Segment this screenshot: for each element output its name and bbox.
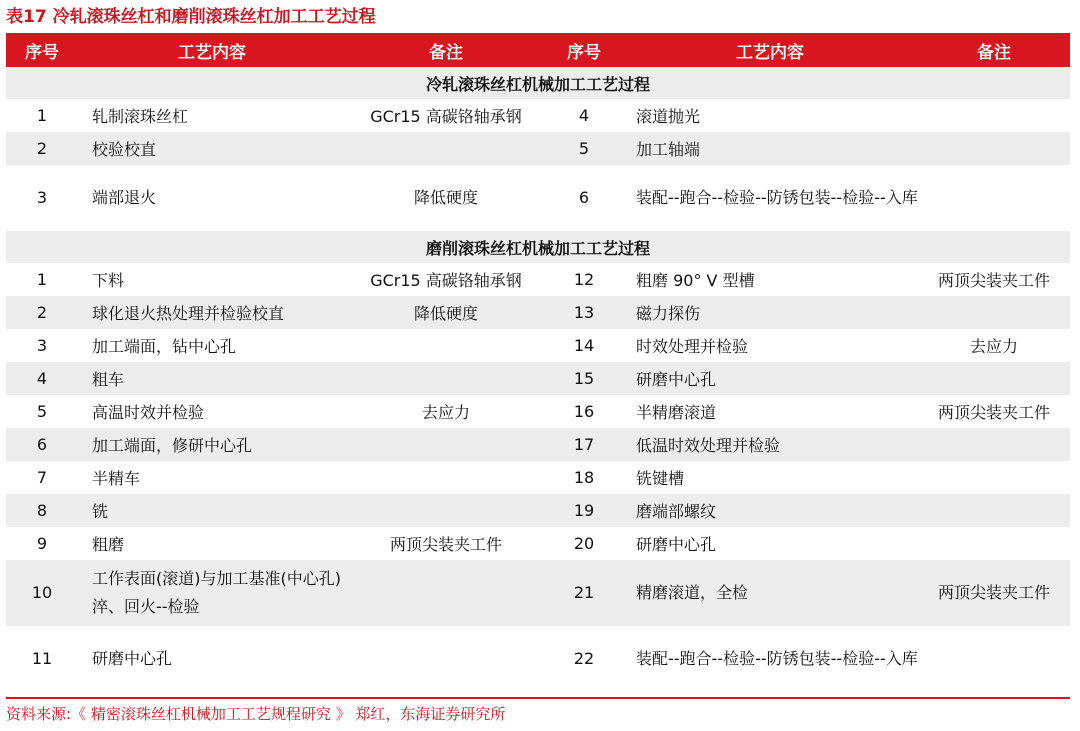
process-table <box>6 33 1070 692</box>
row-index-right: 4 <box>546 99 622 132</box>
row-content-right: 装配--跑合--检验--防锈包装--检验--入库 <box>622 165 918 231</box>
row-content-right: 精磨滚道，全检 <box>622 560 918 626</box>
table-row <box>6 527 1070 560</box>
table-row <box>6 560 1070 626</box>
section-header <box>6 67 1070 99</box>
row-index-left: 3 <box>6 329 78 362</box>
bottom-divider <box>6 697 1070 699</box>
table-row <box>6 329 1070 362</box>
row-index-right: 13 <box>546 296 622 329</box>
row-note-right <box>918 296 1070 329</box>
row-content-left: 粗车 <box>78 362 346 395</box>
row-index-left: 1 <box>6 263 78 296</box>
table-row <box>6 461 1070 494</box>
row-content-right: 半精磨滚道 <box>622 395 918 428</box>
row-note-left: 降低硬度 <box>346 296 546 329</box>
row-index-left: 3 <box>6 165 78 231</box>
row-content-left: 高温时效并检验 <box>78 395 346 428</box>
row-index-left: 2 <box>6 296 78 329</box>
row-note-right: 去应力 <box>918 329 1070 362</box>
row-content-right: 铣键槽 <box>622 461 918 494</box>
header-index-2: 序号 <box>546 33 622 67</box>
row-index-left: 2 <box>6 132 78 165</box>
row-note-left <box>346 329 546 362</box>
row-content-right: 装配--跑合--检验--防锈包装--检验--入库 <box>622 626 918 692</box>
row-note-left: 去应力 <box>346 395 546 428</box>
row-note-left <box>346 626 546 692</box>
row-index-right: 22 <box>546 626 622 692</box>
table-row <box>6 99 1070 132</box>
table-row <box>6 428 1070 461</box>
row-index-right: 18 <box>546 461 622 494</box>
source-note: 资料来源:《 精密滚珠丝杠机械加工工艺规程研究 》 郑红，东海证券研究所 <box>6 705 506 723</box>
row-index-right: 14 <box>546 329 622 362</box>
row-note-right <box>918 494 1070 527</box>
table-row <box>6 263 1070 296</box>
row-content-left: 粗磨 <box>78 527 346 560</box>
row-index-left: 11 <box>6 626 78 692</box>
row-content-right: 研磨中心孔 <box>622 527 918 560</box>
row-note-left: 两顶尖装夹工件 <box>346 527 546 560</box>
row-note-right: 两顶尖装夹工件 <box>918 263 1070 296</box>
row-note-left: 降低硬度 <box>346 165 546 231</box>
row-note-left <box>346 428 546 461</box>
row-note-left <box>346 494 546 527</box>
row-content-right: 粗磨 90° V 型槽 <box>622 263 918 296</box>
row-content-right: 时效处理并检验 <box>622 329 918 362</box>
row-index-right: 21 <box>546 560 622 626</box>
row-index-right: 20 <box>546 527 622 560</box>
row-note-right <box>918 165 1070 231</box>
header-index-1: 序号 <box>6 33 78 67</box>
header-note-1: 备注 <box>346 33 546 67</box>
row-note-right <box>918 132 1070 165</box>
row-index-right: 15 <box>546 362 622 395</box>
row-index-right: 12 <box>546 263 622 296</box>
section-label: 磨削滚珠丝杠机械加工工艺过程 <box>6 231 1070 263</box>
row-content-left: 端部退火 <box>78 165 346 231</box>
row-index-left: 5 <box>6 395 78 428</box>
table-row <box>6 626 1070 692</box>
header-content-2: 工艺内容 <box>622 33 918 67</box>
row-content-right: 研磨中心孔 <box>622 362 918 395</box>
table-row <box>6 395 1070 428</box>
header-content-1: 工艺内容 <box>78 33 346 67</box>
section-header <box>6 231 1070 263</box>
row-index-left: 6 <box>6 428 78 461</box>
row-index-left: 4 <box>6 362 78 395</box>
row-index-left: 9 <box>6 527 78 560</box>
row-content-left: 工作表面(滚道)与加工基准(中心孔)淬、回火--检验 <box>78 560 346 626</box>
row-content-left: 加工端面，钻中心孔 <box>78 329 346 362</box>
row-note-left <box>346 560 546 626</box>
row-index-left: 10 <box>6 560 78 626</box>
section-label: 冷轧滚珠丝杠机械加工工艺过程 <box>6 67 1070 99</box>
row-content-right: 磁力探伤 <box>622 296 918 329</box>
row-index-left: 7 <box>6 461 78 494</box>
row-note-right <box>918 461 1070 494</box>
table-row <box>6 362 1070 395</box>
row-index-right: 5 <box>546 132 622 165</box>
row-content-left: 下料 <box>78 263 346 296</box>
row-note-right <box>918 626 1070 692</box>
row-content-left: 球化退火热处理并检验校直 <box>78 296 346 329</box>
row-index-left: 8 <box>6 494 78 527</box>
row-note-right <box>918 527 1070 560</box>
row-index-right: 6 <box>546 165 622 231</box>
header-note-2: 备注 <box>918 33 1070 67</box>
row-content-left: 半精车 <box>78 461 346 494</box>
row-content-right: 滚道抛光 <box>622 99 918 132</box>
row-note-left: GCr15 高碳铬轴承钢 <box>346 99 546 132</box>
row-content-right: 加工轴端 <box>622 132 918 165</box>
row-note-right <box>918 99 1070 132</box>
row-note-right <box>918 428 1070 461</box>
row-note-left <box>346 362 546 395</box>
table-row <box>6 494 1070 527</box>
row-note-left <box>346 461 546 494</box>
row-content-right: 低温时效处理并检验 <box>622 428 918 461</box>
row-content-right: 磨端部螺纹 <box>622 494 918 527</box>
table-row <box>6 132 1070 165</box>
row-content-left: 轧制滚珠丝杠 <box>78 99 346 132</box>
row-note-right <box>918 362 1070 395</box>
row-content-left: 研磨中心孔 <box>78 626 346 692</box>
row-note-right: 两顶尖装夹工件 <box>918 395 1070 428</box>
row-note-right: 两顶尖装夹工件 <box>918 560 1070 626</box>
header-row <box>6 33 1070 67</box>
row-index-right: 17 <box>546 428 622 461</box>
table-title: 表17 冷轧滚珠丝杠和磨削滚珠丝杠加工工艺过程 <box>6 7 376 27</box>
row-index-right: 16 <box>546 395 622 428</box>
table-row <box>6 165 1070 231</box>
row-content-left: 加工端面，修研中心孔 <box>78 428 346 461</box>
row-note-left <box>346 132 546 165</box>
row-note-left: GCr15 高碳铬轴承钢 <box>346 263 546 296</box>
row-index-right: 19 <box>546 494 622 527</box>
row-content-left: 校验校直 <box>78 132 346 165</box>
row-content-left: 铣 <box>78 494 346 527</box>
row-index-left: 1 <box>6 99 78 132</box>
table-row <box>6 296 1070 329</box>
